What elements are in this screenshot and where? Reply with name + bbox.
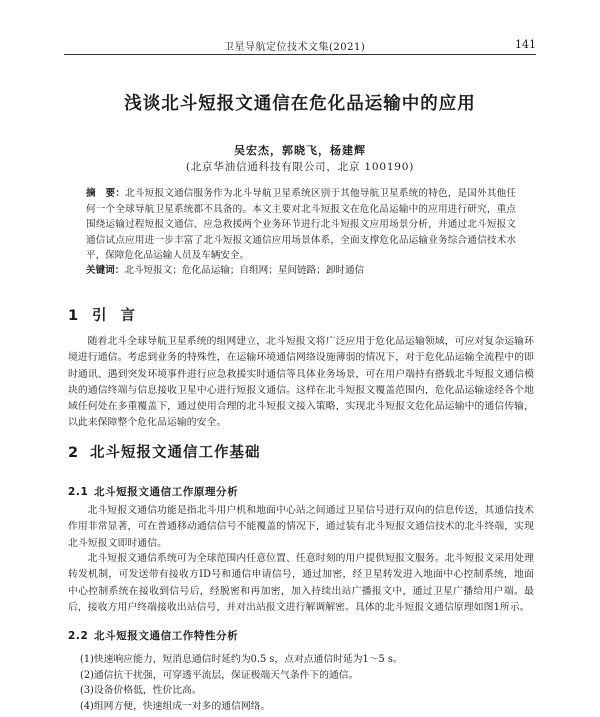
section-number: 1 bbox=[68, 308, 80, 324]
paper-authors: 吴宏杰，郭晓飞，杨建辉 bbox=[234, 144, 366, 157]
paper-affiliation: (北京华油信通科技有限公司，北京 100190) bbox=[185, 161, 415, 173]
paper-title: 浅谈北斗短报文通信在危化品运输中的应用 bbox=[124, 94, 476, 114]
keywords-text: 北斗短报文；危化品运输；自组网；星间链路；卸时通信 bbox=[124, 265, 365, 276]
running-header bbox=[64, 38, 536, 55]
page-number: 141 bbox=[515, 38, 536, 51]
subsection-number: 2.1 bbox=[68, 486, 89, 498]
section-heading-basis bbox=[68, 441, 261, 462]
principle-paragraph-1: 北斗短报文通信功能是指北斗用户机和地面中心站之间通过卫星信号进行双向的信息传送，其通信技术作用非常显著，可在普通移动通信信号不能覆盖的情况下，通过装有北斗短报文通信技术的北斗终端，实现北斗短报文即时通信。 bbox=[68, 505, 534, 549]
list-item: (2)通信抗干扰强，可穿透平流层，保证极端天气条件下的通信。 bbox=[80, 669, 359, 681]
subsection-heading-features bbox=[68, 628, 238, 643]
list-item: (3)设备价格低，性价比高。 bbox=[80, 685, 202, 697]
abstract-text: 北斗短报文通信服务作为北斗导航卫星系统区别于其他导航卫星系统的特色，是国外其他任何一个全球导航卫星系统都不具备的。本文主要对北斗短报文在危化品运输中的应用进行研究，重点围绕运输过程短报文通信、应急救援两个业务环节进行北斗短报文应用场景分析，并通过北斗短报文通信试点应用进一步丰富了北斗短报文通信应用场景体系，全面支撑危化品运输业务综合通信技术水平，保障危化品运输人员及车辆安全。 bbox=[86, 188, 517, 261]
subsection-title: 北斗短报文通信工作特性分析 bbox=[94, 630, 239, 642]
section-heading-intro bbox=[68, 304, 149, 325]
abstract bbox=[86, 186, 516, 264]
section-number: 2 bbox=[68, 445, 80, 461]
keywords-label: 关键词： bbox=[86, 265, 125, 276]
subsection-heading-principle bbox=[68, 484, 238, 499]
subsection-title: 北斗短报文通信工作原理分析 bbox=[94, 486, 239, 498]
journal-name: 卫星导航定位技术文集(2021) bbox=[224, 42, 366, 53]
section-title: 引言 bbox=[92, 308, 149, 324]
abstract-label: 摘 要： bbox=[86, 188, 126, 199]
list-item: (1)快速响应能力，短消息通信时延约为0.5 s，点对点通信时延为1～5 s。 bbox=[80, 654, 403, 665]
subsection-number: 2.2 bbox=[68, 630, 89, 642]
section-title: 北斗短报文通信工作基础 bbox=[90, 445, 261, 461]
principle-paragraph-2: 北斗短报文通信系统可为全球范围内任意位置、任意时刻的用户提供短报文服务。北斗短报文采用处理转发机制，可发送带有接收方ID号和通信申请信号，通过加密，经卫星转发进入地面中心控制系统，地面中心控制系统在接收到信号后，经脱密和再加密，加入持续出站广播报文中，通过卫星广播给用户端。最后，接收方用户终端接收出站信号，并对出站报文进行解调解密。具体的北斗短报文通信原理如图1所示。 bbox=[68, 553, 534, 613]
intro-paragraph: 随着北斗全球导航卫星系统的组网建立，北斗短报文将广泛应用于危化品运输领域，可应对复杂运输环境进行通信。考虑到业务的特殊性，在运输环境通信网络设施薄弱的情况下，对于危化品运输全流程中的即时通讯、遇到突发环境事件进行应急救援实时通信等具体业务场景，可在用户端持有搭载北斗短报文通信模块的通信终端与信息接收卫星中心进行短报文通信。这样在北斗短报文覆盖范围内，危化品运输途经各个地域任何处在多重覆盖下，通过使用合理的北斗短报文接入策略，实现北斗短报文危化品运输中的通信传输，以此来保障整个危化品运输的安全。 bbox=[68, 336, 534, 429]
keywords bbox=[86, 263, 516, 278]
feature-list bbox=[80, 652, 536, 714]
list-item: (4)组网方便，快速组成一对多的通信网络。 bbox=[80, 700, 271, 712]
